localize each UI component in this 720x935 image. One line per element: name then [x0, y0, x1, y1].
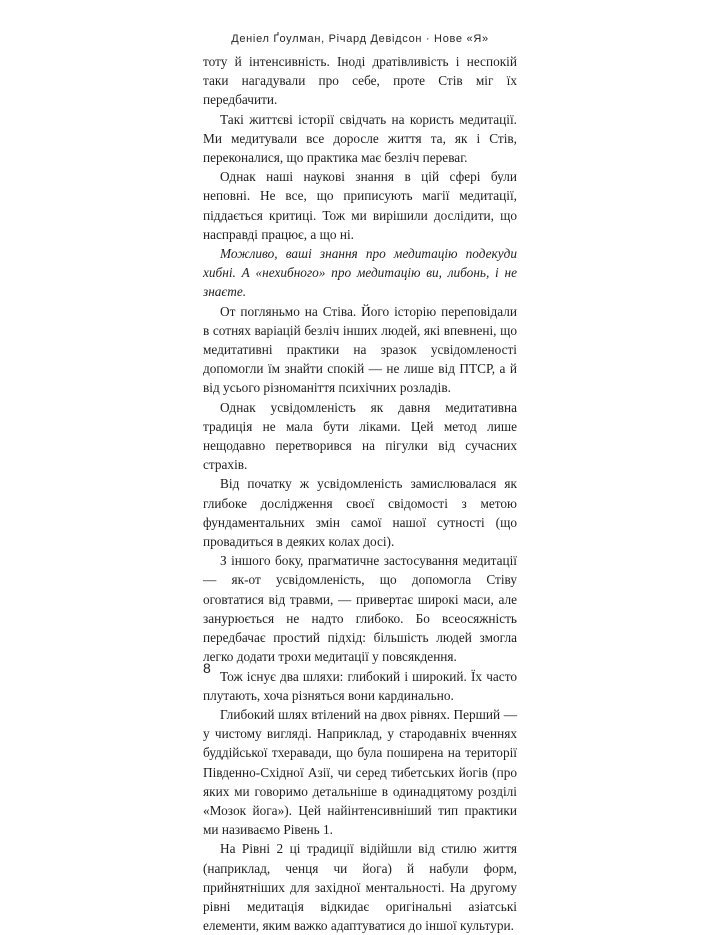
body-text: [203, 52, 517, 935]
paragraph: На Рівні 2 ці традиції відійшли від стилю життя (наприклад, ченця чи йога) й набули форм, прийнятніших для західної ментальності. На другому рівні медитація відкидає оригінальні азіатські елементи, яким важко адаптуватися до іншої культури.: [203, 841, 517, 934]
paragraph: Тож існує два шляхи: глибокий і широкий. Їх часто плутають, хоча різняться вони кардинально.: [203, 668, 517, 703]
paragraph: Від початку ж усвідомленість замислювалася як глибоке дослідження своєї свідомості з метою фундаментальних змін самої нашої сутності (що провадиться в деяких колах досі).: [203, 476, 517, 550]
paragraph: От погляньмо на Стіва. Його історію переповідали в сотнях варіацій безліч інших людей, які впевнені, що медитативні практики на зразок усвідомленості допомогли їм знайти спокій — не лише від ПТСР, а й від усього різноманіття психічних розладів.: [203, 303, 517, 396]
paragraph: Такі життєві історії свідчать на користь медитації. Ми медитували все доросле життя та, як і Стів, переконалися, що практика має безліч переваг.: [203, 111, 517, 166]
paragraph: З іншого боку, прагматичне застосування медитації — як-от усвідомленість, що допомогла Стіву оговтатися від травми, — привертає широкі маси, але занурюється не надто глибоко. Бо всеосяжність передбачає простий підхід: більшість людей змогла легко додати трохи медитації у повсякдення.: [203, 553, 517, 665]
paragraph-continued: тоту й інтенсивність. Іноді дратівливість і неспокій таки нагадували про себе, проте Стів міг їх передбачити.: [203, 54, 517, 108]
paragraph: Однак усвідомленість як давня медитативна традиція не мала бути ліками. Цей метод лише нещодавно перетворився на пігулки від сучасних страхів.: [203, 399, 517, 473]
paragraph: Однак наші наукові знання в цій сфері були неповні. Не все, що приписують магії медитації, піддається критиці. Тож ми вирішили дослідити, що насправді працює, а що ні.: [203, 169, 517, 242]
running-head: Деніел Ґоулман, Річард Девідсон · Нове «Я»: [231, 33, 489, 45]
page-number: 8: [203, 660, 211, 676]
paragraph-italic-emphasis: Можливо, ваші знання про медитацію подекуди хибні. А «нехибного» про медитацію ви, либонь, і не знаєте.: [203, 246, 517, 300]
paragraph: Глибокий шлях втілений на двох рівнях. Перший — у чистому вигляді. Наприклад, у стародавніх вченнях буддійської тхеравади, що була поширена на території Південно-Східної Азії, чи серед тибетських йогів (про яких ми говоримо детальніше в одинадцятому розділі «Мозок йога»). Цей найінтенсивніший тип практики ми називаємо Рівень 1.: [203, 706, 517, 838]
